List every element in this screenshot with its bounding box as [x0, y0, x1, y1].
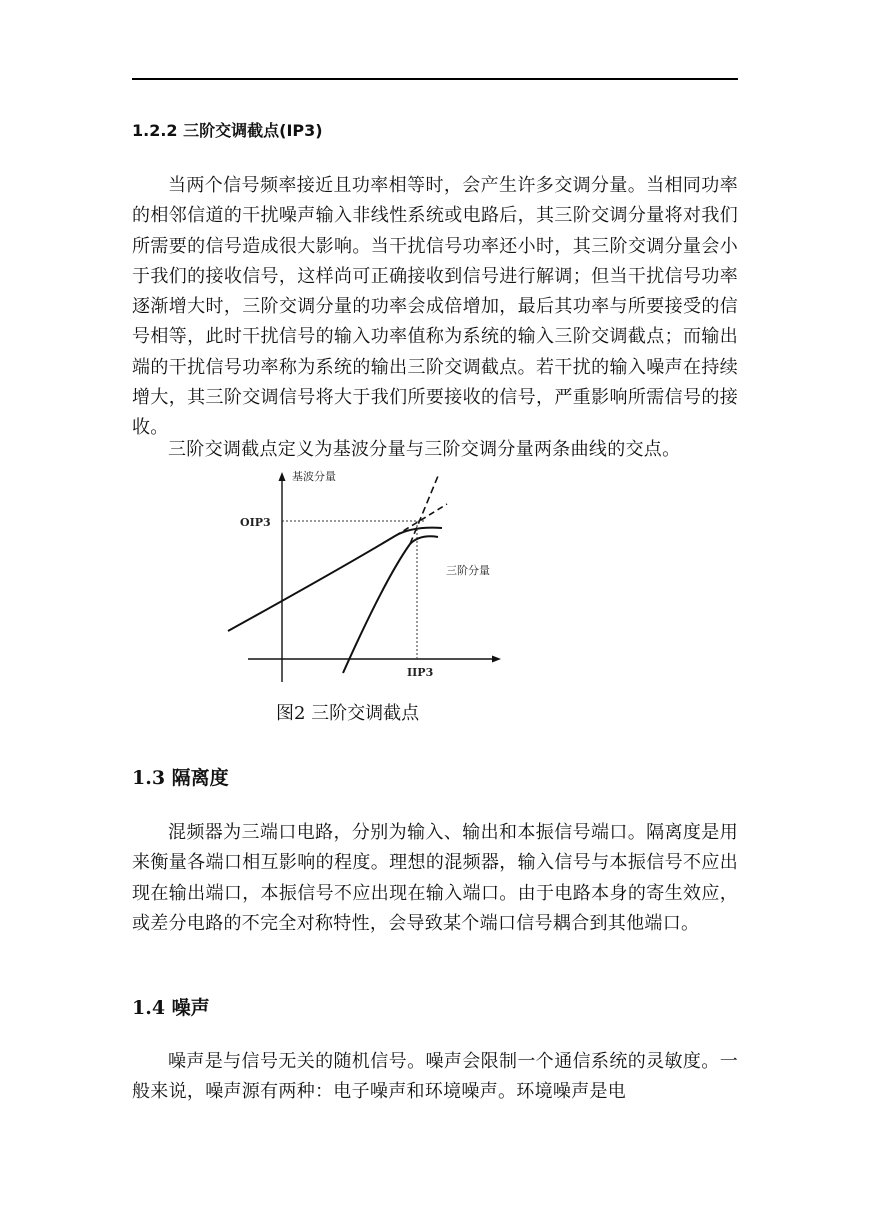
- figure-guides: [282, 521, 426, 659]
- paragraph-ip3-definition: 三阶交调截点定义为基波分量与三阶交调分量两条曲线的交点。: [168, 439, 681, 460]
- third-order-extrapolation: [410, 476, 438, 544]
- oip3-label: OIP3: [240, 516, 271, 529]
- section-heading-1-4: 1.4 噪声: [132, 997, 210, 1019]
- figure-axes: [248, 472, 501, 682]
- fundamental-extrapolation: [395, 504, 447, 536]
- iip3-label: IIP3: [407, 666, 434, 679]
- third-order-curve: [343, 536, 438, 673]
- header-rule: [132, 78, 738, 80]
- paragraph-noise: 噪声是与信号无关的随机信号。噪声会限制一个通信系统的灵敏度。一般来说，噪声源有两种：电子噪声和环境噪声。环境噪声是电: [132, 1051, 738, 1103]
- third-order-label: 三阶分量: [446, 564, 490, 577]
- ip3-figure: [220, 464, 520, 688]
- section-heading-1-2-2: 1.2.2 三阶交调截点(IP3): [132, 121, 323, 140]
- figure-caption: 图2 三阶交调截点: [276, 703, 420, 724]
- y-axis-label: 基波分量: [292, 470, 336, 483]
- section-heading-1-3: 1.3 隔离度: [132, 767, 229, 789]
- paragraph-isolation: 混频器为三端口电路，分别为输入、输出和本振信号端口。隔离度是用来衡量各端口相互影响的程度。理想的混频器，输入信号与本振信号不应出现在输出端口，本振信号不应出现在输入端口。由于电路本身的寄生效应，或差分电路的不完全对称特性，会导致某个端口信号耦合到其他端口。: [132, 822, 738, 934]
- paragraph-ip3-description: 当两个信号频率接近且功率相等时，会产生许多交调分量。当相同功率的相邻信道的干扰噪声输入非线性系统或电路后，其三阶交调分量将对我们所需要的信号造成很大影响。当干扰信号功率还小时，其三阶交调分量会小于我们的接收信号，这样尚可正确接收到信号进行解调；但当干扰信号功率逐渐增大时，三阶交调分量的功率会成倍增加，最后其功率与所要接受的信号相等，此时干扰信号的输入功率值称为系统的输入三阶交调截点；而输出端的干扰信号功率称为系统的输出三阶交调截点。若干扰的输入噪声在持续增大，其三阶交调信号将大于我们所要接收的信号，严重影响所需信号的接收。: [132, 175, 738, 439]
